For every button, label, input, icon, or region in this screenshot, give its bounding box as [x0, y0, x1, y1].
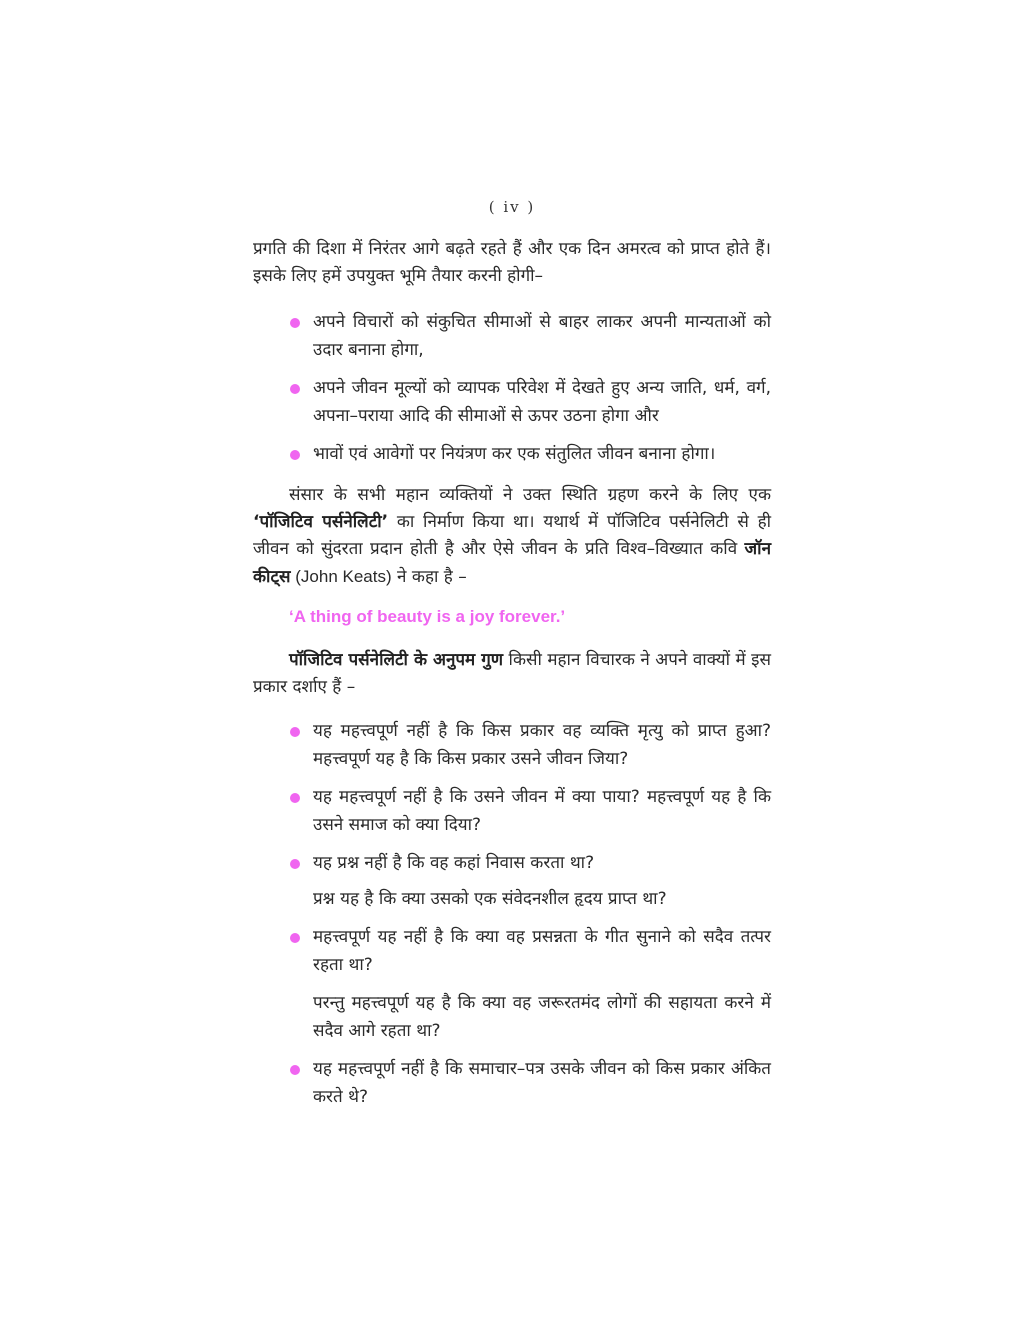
list-item: [253, 717, 771, 773]
qualities-paragraph: [253, 647, 771, 701]
list-item-text: यह प्रश्न नहीं है कि वह कहां निवास करता था?: [313, 853, 595, 873]
page-number: ( iv ): [488, 198, 536, 216]
personality-paragraph: [253, 482, 771, 591]
list-item-subtext: परन्तु महत्त्वपूर्ण यह है कि क्या वह जरूरतमंद लोगों की सहायता करने में सदैव आगे रहता था?: [313, 993, 771, 1041]
bullet-icon: [290, 933, 300, 943]
keats-quote: ‘A thing of beauty is a joy forever.’: [289, 607, 566, 626]
list-item-subtext: प्रश्न यह है कि क्या उसको एक संवेदनशील हृदय प्राप्त था?: [313, 889, 667, 909]
bullet-icon: [290, 1065, 300, 1075]
bold-term: ‘पॉजिटिव पर्सनेलिटी’: [253, 512, 389, 532]
bullet-icon: [290, 727, 300, 737]
text: संसार के सभी महान व्यक्तियों ने उक्त स्थिति ग्रहण करने के लिए एक: [289, 485, 771, 505]
list-item-text: यह महत्त्वपूर्ण नहीं है कि समाचार–पत्र उसके जीवन को किस प्रकार अंकित करते थे?: [313, 1059, 771, 1107]
list-item: [253, 923, 771, 979]
bullet-icon: [290, 450, 300, 460]
preparation-list: [253, 308, 771, 468]
poet-name-english: (John Keats): [290, 567, 392, 586]
bullet-icon: [290, 859, 300, 869]
qualities-list: [253, 717, 771, 1111]
list-item-text: भावों एवं आवेगों पर नियंत्रण कर एक संतुलित जीवन बनाना होगा।: [313, 444, 716, 464]
text: का निर्माण किया था। यथार्थ में पॉजिटिव पर्सनेलिटी से ही जीवन को सुंदरता प्रदान होती है और ऐसे जीवन के प्रति विश्व–विख्यात कवि: [253, 512, 771, 559]
list-item: [253, 849, 771, 877]
list-item: [253, 308, 771, 364]
list-item-text: अपने विचारों को संकुचित सीमाओं से बाहर लाकर अपनी मान्यताओं को उदार बनाना होगा,: [313, 312, 771, 360]
list-item-text: यह महत्त्वपूर्ण नहीं है कि उसने जीवन में क्या पाया? महत्त्वपूर्ण यह है कि उसने समाज को क्या दिया?: [313, 787, 771, 835]
bullet-icon: [290, 318, 300, 328]
bold-lead: पॉजिटिव पर्सनेलिटी के अनुपम गुण: [289, 650, 504, 670]
list-item: [253, 440, 771, 468]
text: किसी महान विचारक ने अपने वाक्यों में इस प्रकार दर्शाए हैं –: [253, 650, 771, 697]
bullet-icon: [290, 793, 300, 803]
list-item-text: अपने जीवन मूल्यों को व्यापक परिवेश में देखते हुए अन्य जाति, धर्म, वर्ग, अपना–पराया आदि की सीमाओं से ऊपर उठना होगा और: [313, 378, 771, 426]
bullet-icon: [290, 384, 300, 394]
poet-name: जॉन कीट्स: [253, 539, 771, 587]
list-item: [253, 783, 771, 839]
document-page: [253, 198, 771, 1111]
intro-paragraph: प्रगति की दिशा में निरंतर आगे बढ़ते रहते हैं और एक दिन अमरत्व को प्राप्त होते हैं। इसके लिए हमें उपयुक्त भूमि तैयार करनी होगी–: [253, 239, 771, 286]
list-item-text: महत्त्वपूर्ण यह नहीं है कि क्या वह प्रसन्नता के गीत सुनाने को सदैव तत्पर रहता था?: [313, 927, 771, 975]
list-item: [253, 1055, 771, 1111]
list-item-text: यह महत्त्वपूर्ण नहीं है कि किस प्रकार वह व्यक्ति मृत्यु को प्राप्त हुआ? महत्त्वपूर्ण यह है कि किस प्रकार उसने जीवन जिया?: [313, 721, 771, 769]
text: ने कहा है –: [391, 567, 467, 587]
list-item: [253, 374, 771, 430]
